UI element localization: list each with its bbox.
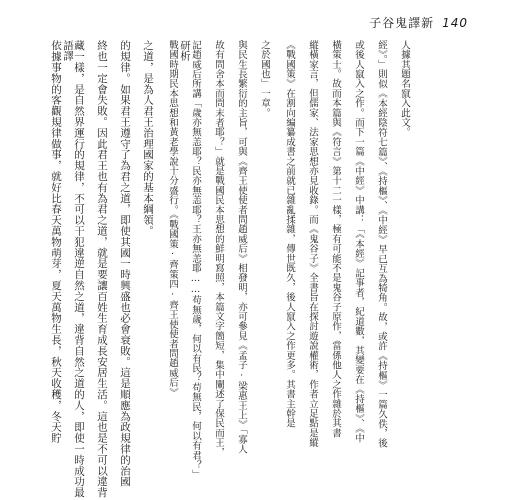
commentary-line-4: 或後人竄入之作。而下一篇《中經》中講：「《本經》記事者，紀道數，其變要在《持樞》、《中	[353, 40, 364, 443]
translation-line-2: 藏一樣，是自然界運行的規律，不可以干犯違逆自然之道，違背自然之道的人，即使一時成功最	[73, 40, 85, 498]
analysis-line-2: 記趙威后所講「歲亦無恙耶？民亦無恙耶？王亦無恙耶……苟無歲，何以有民？苟無民，何以有君？」	[190, 40, 201, 480]
running-header	[369, 14, 468, 31]
running-title: 子谷鬼譯新	[369, 16, 435, 30]
analysis-line-5: 之於國也」一章。	[259, 40, 270, 118]
section-label-translation: 語譯	[62, 40, 74, 61]
commentary-line-3: 橫策士。故而本篇與《符言》第十二一樣，極有可能不是鬼谷子原作，當係他人之作雜於其書	[330, 40, 341, 438]
section-label-analysis: 研析	[179, 40, 191, 61]
commentary-line-6: 人據其題名竄入此文。	[399, 40, 410, 137]
analysis-line-3: 故有問舍本而問末者耶？」就是戰國民本思想的鮮明寫照，本篇文字簡短，集中闡述了保民而王，	[213, 40, 224, 458]
analysis-line-1: 戰國時期民本思想和黃老學說十分盛行。《戰國策·齊策四·齊王使使者問趙威后》	[167, 40, 178, 398]
translation-line-3: 終也一定會失敗。因此君王也有為君之道，就是要讓百姓生育成長安居生活。這也是不可以違背	[96, 40, 108, 498]
commentary-line-5: 經》。」則似《本經陰符七篇》、《持樞》、《中經》早已互為犄角。故，或許《持樞》一篇久佚，後	[376, 40, 387, 448]
commentary-line-2: 縱橫家言，但儒家、法家思想亦見收錄。而《鬼谷子》全書旨在探討遊說權術，作者立足點是縱	[307, 40, 318, 448]
commentary-line-1: 《戰國策》在割向編纂成書之前就已雜亂揉雜，傳世既久，後人竄入之作更多。其書主幹是	[284, 40, 295, 428]
page-number: 140	[442, 16, 468, 30]
translation-line-4: 的規律。如果君王遵守了為君之道，即使其國一時興盛也必會衰敗。這是順應為政規律的治國	[119, 40, 131, 487]
translation-line-1: 依據事物的客觀規律做事，就好比春天萬物萌芽，夏天萬物生長，秋天收穫，冬天貯	[50, 40, 62, 444]
translation-line-5: 之道，是為人君王治理國家的基本綱領。	[142, 40, 154, 237]
analysis-line-4: 與民生長繁衍的主旨，可與《齊王使使者問趙威后》相發明，亦可參見《孟子·梁惠王上》「寡人	[236, 40, 247, 454]
